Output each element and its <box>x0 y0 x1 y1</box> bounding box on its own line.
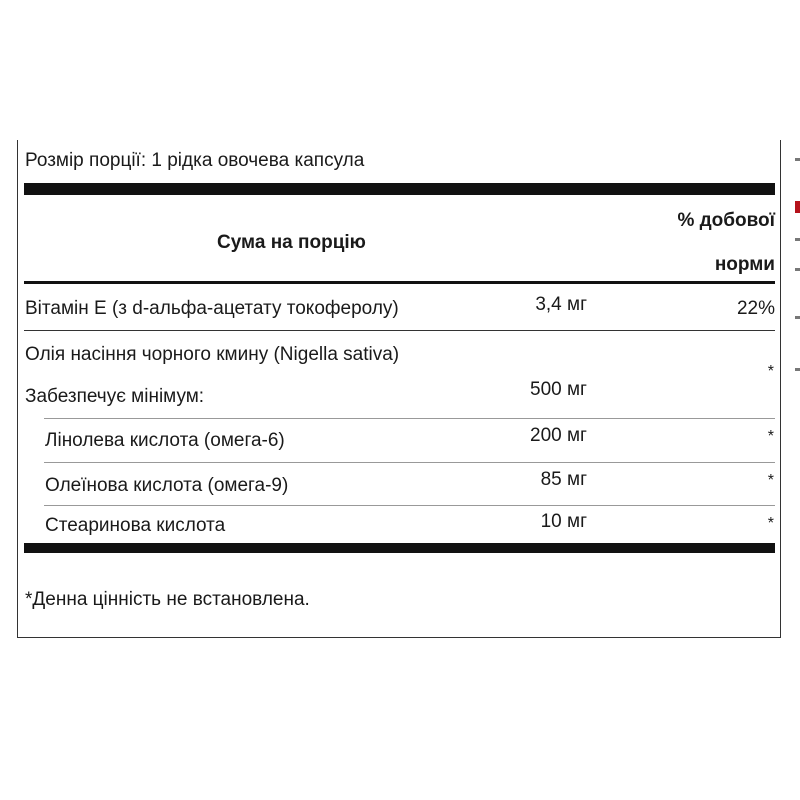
nutrient-name: Стеаринова кислота <box>45 515 226 536</box>
nutrient-daily-value: 22% <box>736 298 775 319</box>
nutrient-amount: 200 мг <box>530 425 587 446</box>
nutrient-name: Вітамін E (з d-альфа-ацетату токоферолу) <box>25 298 399 319</box>
row-divider <box>24 330 775 331</box>
nutrient-daily-value: * <box>767 472 774 489</box>
cropped-edge-mark <box>795 368 800 371</box>
nutrient-amount: 10 мг <box>540 511 587 532</box>
row-divider <box>44 418 775 419</box>
amount-per-serving-header: Сума на порцію <box>217 232 366 253</box>
nutrient-amount: 3,4 мг <box>535 294 587 315</box>
nutrient-amount: 500 мг <box>530 379 587 400</box>
daily-value-header-line2: норми <box>714 254 775 275</box>
cropped-edge-mark <box>795 316 800 319</box>
daily-value-header-line1: % добової <box>677 210 775 231</box>
cropped-edge-accent <box>795 201 800 213</box>
bottom-thick-divider <box>24 543 775 553</box>
cropped-edge-mark <box>795 238 800 241</box>
nutrient-name: Лінолева кислота (омега-6) <box>45 430 285 451</box>
top-thick-divider <box>24 183 775 195</box>
nutrient-name: Олія насіння чорного кмину (Nigella sativa) <box>25 344 400 365</box>
serving-size: Розмір порції: 1 рідка овочева капсула <box>25 150 365 171</box>
nutrient-name: Олеїнова кислота (омега-9) <box>45 475 289 496</box>
footnote: *Денна цінність не встановлена. <box>25 589 310 610</box>
nutrient-daily-value: * <box>767 428 774 445</box>
nutrient-daily-value: * <box>767 515 774 532</box>
cropped-edge-mark <box>795 158 800 161</box>
cropped-edge-mark <box>795 268 800 271</box>
row-divider <box>44 462 775 463</box>
header-divider <box>24 281 775 284</box>
nutrient-daily-value: * <box>767 363 774 380</box>
nutrient-amount: 85 мг <box>540 469 587 490</box>
row-divider <box>44 505 775 506</box>
nutrient-name: Забезпечує мінімум: <box>25 386 205 407</box>
